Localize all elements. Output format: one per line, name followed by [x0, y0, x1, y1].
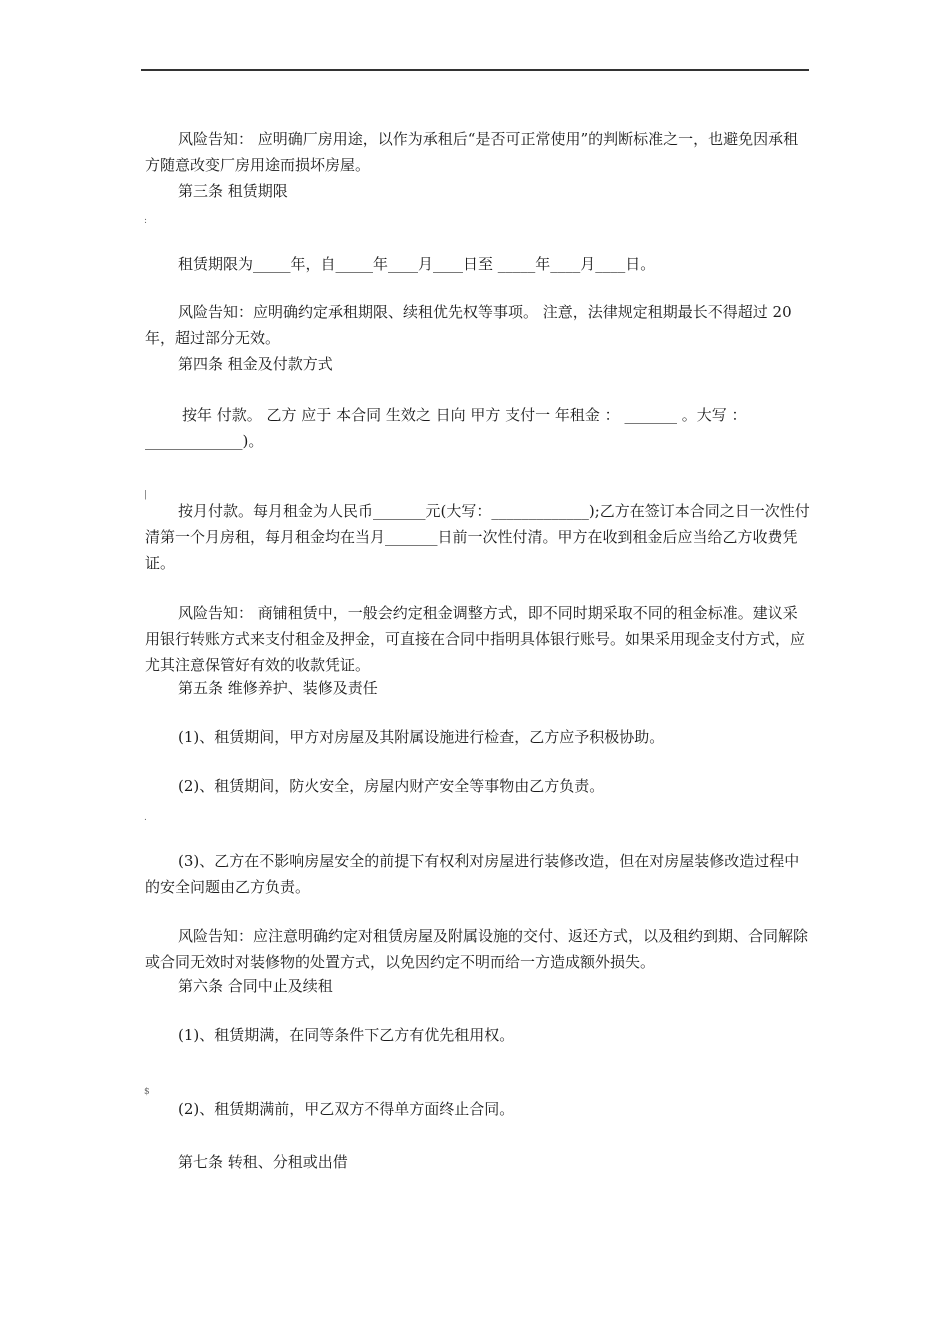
header-rule: [141, 69, 809, 71]
article-3-heading: 第三条 租赁期限: [178, 182, 288, 200]
renewal-item-1: (1)、租赁期满，在同等条件下乙方有优先租用权。: [178, 1026, 515, 1044]
monthly-payment-clause: 按月付款。每月租金为人民币_______元(大写：_____________);乙方在签订本合同之日一次性付清第一个月房租，每月租金均在当月_______日前一次性付清。甲方在收到租金后应当给乙方收费凭证。: [145, 502, 810, 572]
article-4-heading: 第四条 租金及付款方式: [178, 355, 333, 373]
maintenance-item-2: (2)、租赁期间，防火安全，房屋内财产安全等事物由乙方负责。: [178, 777, 605, 795]
maintenance-item-3: (3)、乙方在不影响房屋安全的前提下有权利对房屋进行装修改造，但在对房屋装修改造过程中的安全问题由乙方负责。: [145, 852, 800, 896]
article-7-heading: 第七条 转租、分租或出借: [178, 1153, 348, 1171]
lease-term-clause: 租赁期限为_____年，自_____年____月____日至 _____年____月____日。: [178, 255, 656, 273]
annual-payment-clause: 按年 付款。 乙方 应于 本合同 生效之 日向 甲方 支付一 年租金 ： _______ 。大写 ：_____________)。: [145, 406, 747, 450]
maintenance-item-1: (1)、租赁期间，甲方对房屋及其附属设施进行检查，乙方应予积极协助。: [178, 728, 665, 746]
stray-mark: |: [144, 490, 148, 500]
risk-notice-decoration: 风险告知：应注意明确约定对租赁房屋及附属设施的交付、返还方式，以及租约到期、合同解除或合同无效时对装修物的处置方式，以免因约定不明而给一方造成额外损失。: [145, 927, 809, 971]
risk-notice-usage: 风险告知： 应明确厂房用途，以作为承租后“是否可正常使用”的判断标准之一，也避免因承租方随意改变厂房用途而损坏房屋。: [145, 130, 799, 174]
stray-mark: $: [144, 1087, 150, 1097]
stray-mark: :: [144, 216, 148, 226]
stray-mark: .: [144, 813, 147, 823]
risk-notice-rent: 风险告知： 商铺租赁中，一般会约定租金调整方式，即不同时期采取不同的租金标准。建议采用银行转账方式来支付租金及押金，可直接在合同中指明具体银行账号。如果采用现金支付方式，应尤其注意保管好有效的收款凭证。: [145, 604, 806, 674]
renewal-item-2: (2)、租赁期满前，甲乙双方不得单方面终止合同。: [178, 1100, 515, 1118]
article-6-heading: 第六条 合同中止及续租: [178, 977, 333, 995]
article-5-heading: 第五条 维修养护、装修及责任: [178, 679, 378, 697]
risk-notice-term: 风险告知：应明确约定承租期限、续租优先权等事项。 注意，法律规定租期最长不得超过 20 年，超过部分无效。: [145, 303, 792, 347]
